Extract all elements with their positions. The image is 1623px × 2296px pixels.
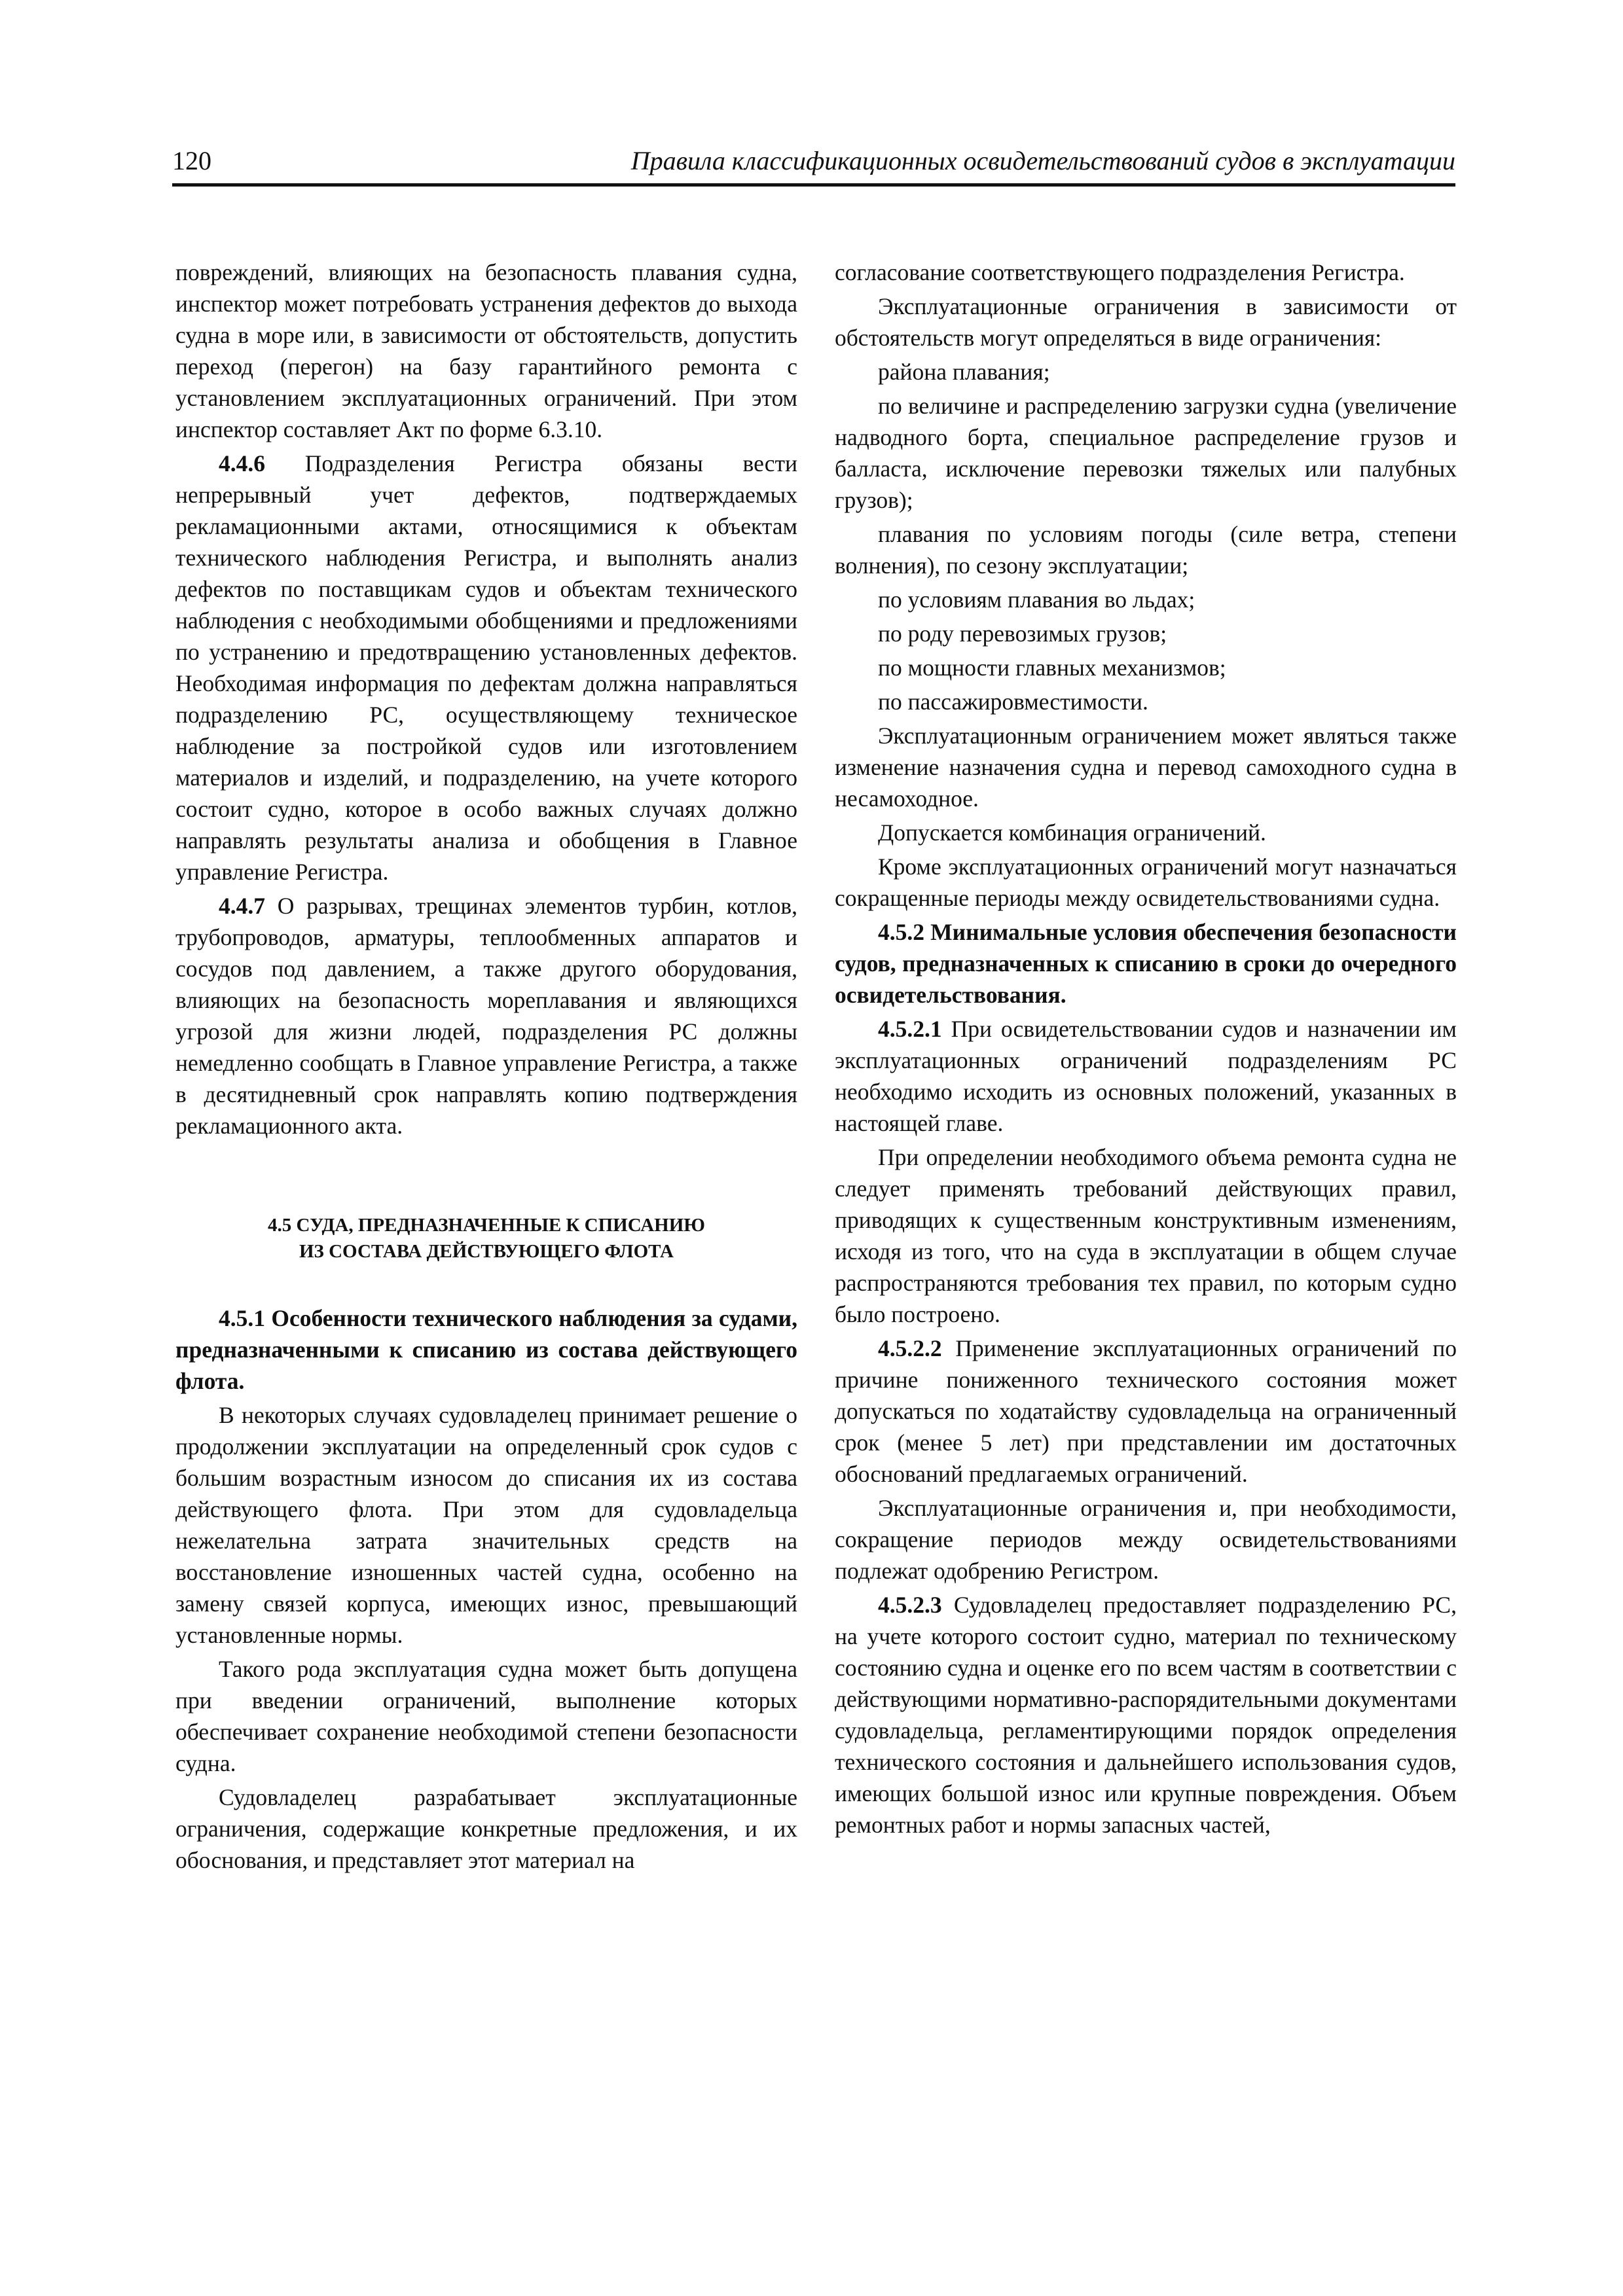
list-item: по пассажировместимости. [878, 689, 1148, 715]
paragraph: Судовладелец разрабатывает эксплуатационные ограничения, содержащие конкретные предложения, и их обоснования, и представляет этот материал на [175, 1784, 797, 1873]
clause-number: 4.4.6 [219, 450, 265, 476]
paragraph: согласование соответствующего подразделения Регистра. [835, 259, 1405, 285]
section-title-line: ИЗ СОСТАВА ДЕЙСТВУЮЩЕГО ФЛОТА [299, 1241, 674, 1262]
section-title-line: 4.5 СУДА, ПРЕДНАЗНАЧЕННЫЕ К СПИСАНИЮ [268, 1215, 705, 1236]
paragraph-4-5-2-3 [835, 1589, 1457, 1840]
paragraph: В некоторых случаях судовладелец принимает решение о продолжении эксплуатации на определенный срок судов с большим возрастным износом до списания их из состава действующего флота. При этом для судовладельца нежелательна затрата значительных средств на восстановление изношенных частей судна, особенно на замену связей корпуса, имеющих износ, превышающий установленные нормы. [175, 1402, 797, 1648]
clause-text: Применение эксплуатационных ограничений по причине пониженного технического состояния может допускаться по ходатайству судовладельца на ограниченный срок (менее 5 лет) при представлении им достаточных обоснований предлагаемых ограничений. [835, 1335, 1457, 1487]
clause-number: 4.5.2.1 [878, 1016, 942, 1042]
clause-text: Судовладелец предоставляет подразделению РС, на учете которого состоит судно, материал по техническому состоянию судна и оценке его по всем частям в соответствии с действующими нормативно-распорядительными документами судовладельца, регламентирующими порядок определения технического состояния и дальнейшего использования судов, имеющих большой износ или крупные повреждения. Объем ремонтных работ и нормы запасных частей, [835, 1592, 1457, 1838]
paragraph: Эксплуатационным ограничением может являться также изменение назначения судна и перевод самоходного судна в несамоходное. [835, 723, 1457, 812]
page-number: 120 [172, 146, 211, 175]
page-header [172, 143, 1455, 187]
clause-number: 4.5.2.2 [878, 1335, 942, 1361]
paragraph: Такого рода эксплуатация судна может быть допущена при введении ограничений, выполнение которых обеспечивает сохранение необходимой степени безопасности судна. [175, 1656, 797, 1776]
clause-text: Подразделения Регистра обязаны вести непрерывный учет дефектов, подтверждаемых рекламационными актами, относящимися к объектам технического наблюдения Регистра, и выполнять анализ дефектов по поставщикам судов и объектам технического наблюдения с необходимыми обобщениями и предложениями по устранению и предотвращению установленных дефектов. Необходимая информация по дефектам должна направляться подразделению РС, осуществляющему техническое наблюдение за постройкой судов или изготовлением материалов и изделий, и подразделению, на учете которого состоит судно, которое в особо важных случаях должно направлять результаты анализа и обобщения в Главное управление Регистра. [175, 450, 797, 885]
section-title-4-5 [175, 1212, 797, 1265]
paragraph-4-4-7 [175, 890, 797, 1141]
clause-text: О разрывах, трещинах элементов турбин, котлов, трубопроводов, арматуры, теплообменных аппаратов и сосудов под давлением, а также другого оборудования, влияющих на безопасность мореплавания и являющихся угрозой для жизни людей, подразделения РС должны немедленно сообщать в Главное управление Регистра, а также в десятидневный срок направлять копию подтверждения рекламационного акта. [175, 893, 797, 1139]
left-column [175, 257, 797, 1878]
list-item: плавания по условиям погоды (силе ветра, степени волнения), по сезону эксплуатации; [835, 521, 1457, 579]
subheading-4-5-2: 4.5.2 Минимальные условия обеспечения безопасности судов, предназначенных к списанию в сроки до очередного освидетельствования. [835, 919, 1457, 1008]
paragraph: повреждений, влияющих на безопасность плавания судна, инспектор может потребовать устранения дефектов до выхода судна в море или, в зависимости от обстоятельств, допустить переход (перегон) на базу гарантийного ремонта с установлением эксплуатационных ограничений. При этом инспектор составляет Акт по форме 6.3.10. [175, 259, 797, 442]
clause-number: 4.4.7 [219, 893, 265, 919]
list-item: по мощности главных механизмов; [878, 655, 1226, 681]
paragraph: Эксплуатационные ограничения и, при необходимости, сокращение периодов между освидетельствованиями подлежат одобрению Регистром. [835, 1495, 1457, 1584]
list-item: по роду перевозимых грузов; [878, 620, 1167, 647]
subheading-4-5-1: 4.5.1 Особенности технического наблюдения за судами, предназначенными к списанию из состава действующего флота. [175, 1305, 797, 1394]
paragraph: Кроме эксплуатационных ограничений могут назначаться сокращенные периоды между освидетельствованиями судна. [835, 853, 1457, 911]
list-item: по величине и распределению загрузки судна (увеличение надводного борта, специальное распределение грузов и балласта, исключение перевозки тяжелых или палубных грузов); [835, 393, 1457, 513]
paragraph-4-4-6 [175, 448, 797, 888]
paragraph-4-5-2-1 [835, 1013, 1457, 1139]
clause-number: 4.5.2.3 [878, 1592, 942, 1618]
running-title: Правила классификационных освидетельствований судов в эксплуатации [630, 146, 1455, 175]
list-item: района плавания; [878, 359, 1050, 385]
paragraph-4-5-2-2 [835, 1333, 1457, 1490]
paragraph: Эксплуатационные ограничения в зависимости от обстоятельств могут определяться в виде ограничения: [835, 293, 1457, 351]
list-item: по условиям плавания во льдах; [878, 586, 1195, 613]
paragraph: При определении необходимого объема ремонта судна не следует применять требований действующих правил, приводящих к существенным конструктивным изменениям, исходя из того, что на суда в эксплуатации в общем случае распространяются требования тех правил, по которым судно было построено. [835, 1144, 1457, 1327]
right-column [835, 257, 1457, 1843]
paragraph: Допускается комбинация ограничений. [878, 819, 1266, 846]
clause-text: При освидетельствовании судов и назначении им эксплуатационных ограничений подразделениям РС необходимо исходить из основных положений, указанных в настоящей главе. [835, 1016, 1457, 1136]
